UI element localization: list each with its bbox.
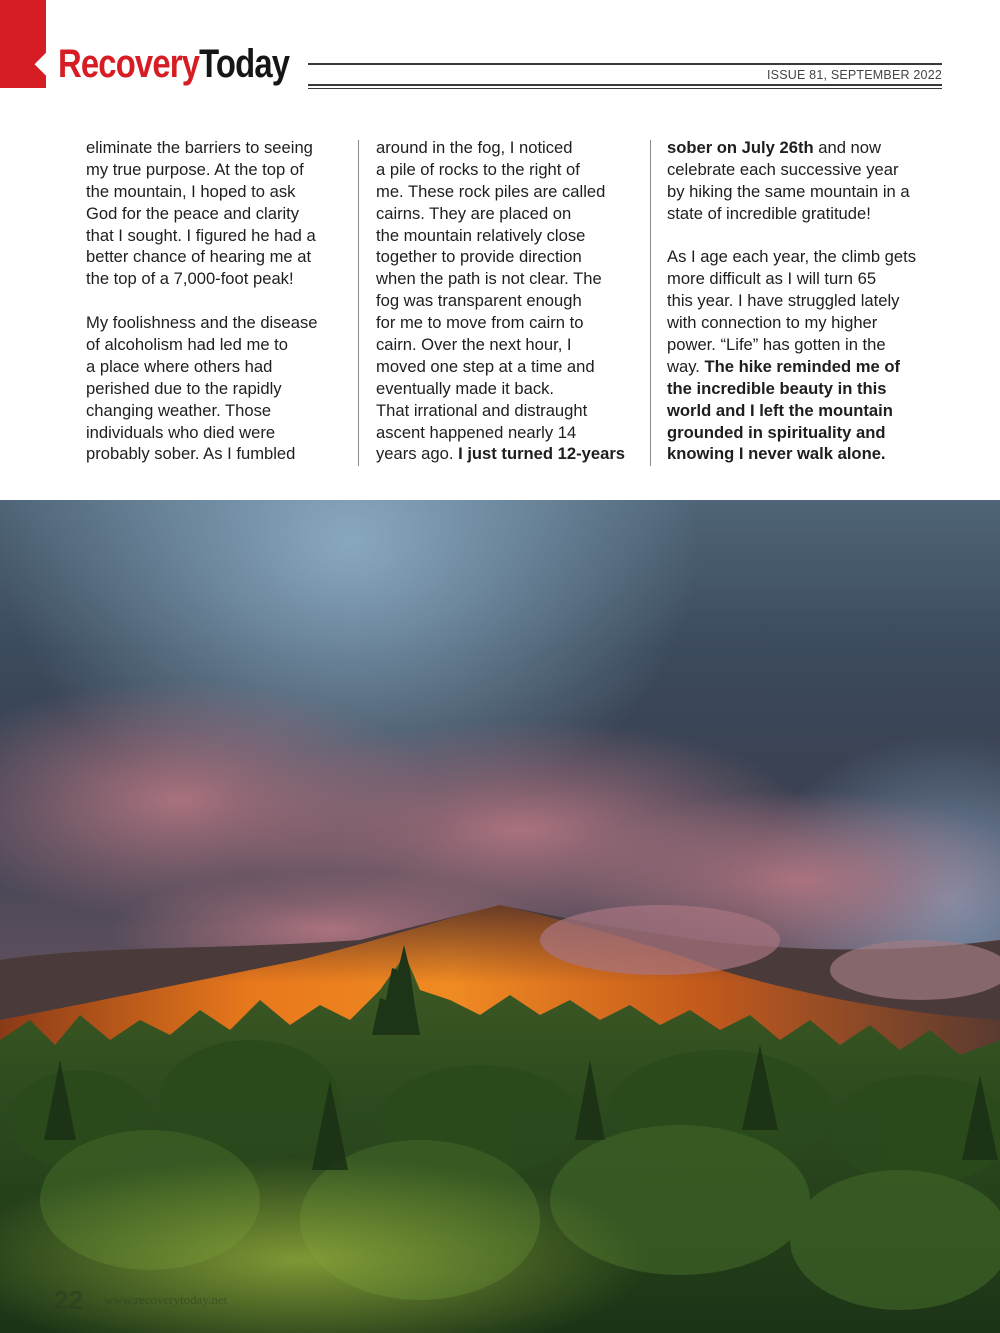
logo-today: Today [199, 42, 290, 86]
article-text-bold: grounded in spirituality and [667, 422, 886, 442]
article-text-bold: sober on July 26th [667, 138, 814, 157]
article-text-line: power. “Life” has gotten in the [667, 335, 886, 355]
article-text-line: more difficult as I will turn 65 [667, 269, 877, 289]
article-text-bold: the incredible beauty in this [667, 378, 887, 398]
article-text-line: this year. I have struggled lately [667, 291, 900, 311]
header-rule-bottom-thin [308, 88, 942, 89]
article-text-line: around in the fog, I noticed [376, 138, 573, 157]
article-text-line: individuals who died were [86, 422, 276, 442]
article-text-line: probably sober. As I fumbled [86, 444, 296, 464]
article-column-3 [667, 137, 922, 465]
article-text-line: changing weather. Those [86, 400, 272, 420]
article-text-bold: world and I left the mountain [667, 400, 893, 420]
article-text-line: cairns. They are placed on [376, 203, 572, 223]
header-rule-bottom [308, 84, 942, 86]
article-text-line: cairn. Over the next hour, I [376, 335, 572, 355]
article-text-line: That irrational and distraught [376, 400, 588, 420]
article-text-line [667, 356, 922, 378]
article-text-line: eventually made it back. [376, 378, 555, 398]
article-text-line: fog was transparent enough [376, 291, 582, 311]
article-text-line: when the path is not clear. The [376, 269, 602, 289]
footer-url: www.recoverytoday.net [104, 1292, 228, 1307]
article-text-line: God for the peace and clarity [86, 203, 300, 223]
article-text-bold: I just turned 12-years [458, 444, 626, 464]
article-text-line-bold [667, 422, 922, 444]
article-text-line: celebrate each successive year [667, 159, 899, 179]
article-text-line: for me to move from cairn to [376, 313, 584, 333]
article-text-line: As I age each year, the climb gets [667, 247, 917, 267]
magazine-logo [58, 44, 289, 84]
mountain-sunset-photo [0, 500, 1000, 1333]
article-text-plain: way. [667, 356, 705, 376]
article-text-line: perished due to the rapidly [86, 378, 282, 398]
article-text-line: together to provide direction [376, 247, 582, 267]
article-text-bold: The hike reminded me of [704, 356, 900, 376]
article-text-line-bold [667, 400, 922, 422]
article-text-line: my true purpose. At the top of [86, 159, 304, 179]
article-column-2 [376, 137, 631, 465]
article-text-line [667, 137, 922, 159]
column-divider [650, 140, 651, 466]
article-text-plain: and now [813, 138, 881, 157]
article-text-line: better chance of hearing me at [86, 247, 312, 267]
article-text-line: the mountain relatively close [376, 225, 586, 245]
article-text-line: a place where others had [86, 356, 273, 376]
article-text-line: My foolishness and the disease [86, 313, 318, 333]
article-text-line: the mountain, I hoped to ask [86, 181, 296, 201]
article-text-line [376, 443, 631, 465]
article-text-line: ascent happened nearly 14 [376, 422, 577, 442]
article-text-bold: knowing I never walk alone. [667, 444, 886, 464]
page-number: 22 [54, 1285, 83, 1315]
logo-recovery: Recovery [58, 42, 200, 86]
article-text-line: with connection to my higher [667, 313, 878, 333]
article-text-line: a pile of rocks to the right of [376, 159, 580, 179]
article-text-line: moved one step at a time and [376, 356, 595, 376]
issue-date: ISSUE 81, SEPTEMBER 2022 [766, 68, 942, 82]
article-text-line-bold [667, 378, 922, 400]
article-text-plain: years ago. [376, 444, 459, 464]
article-text-line: by hiking the same mountain in a [667, 181, 910, 201]
article-text-line: that I sought. I figured he had a [86, 225, 316, 245]
header-rule-top [308, 63, 942, 65]
brand-tab [0, 0, 46, 88]
article-text-line: me. These rock piles are called [376, 181, 606, 201]
article-text-line: state of incredible gratitude! [667, 203, 871, 223]
article-text-line: the top of a 7,000-foot peak! [86, 269, 294, 289]
column-divider [358, 140, 359, 466]
article-text-line-bold [667, 443, 922, 465]
article-text-line: of alcoholism had led me to [86, 335, 289, 355]
paragraph-gap [667, 225, 922, 247]
article-text-line: eliminate the barriers to seeing [86, 138, 313, 157]
article-column-1 [86, 137, 341, 465]
paragraph-gap [86, 290, 341, 312]
